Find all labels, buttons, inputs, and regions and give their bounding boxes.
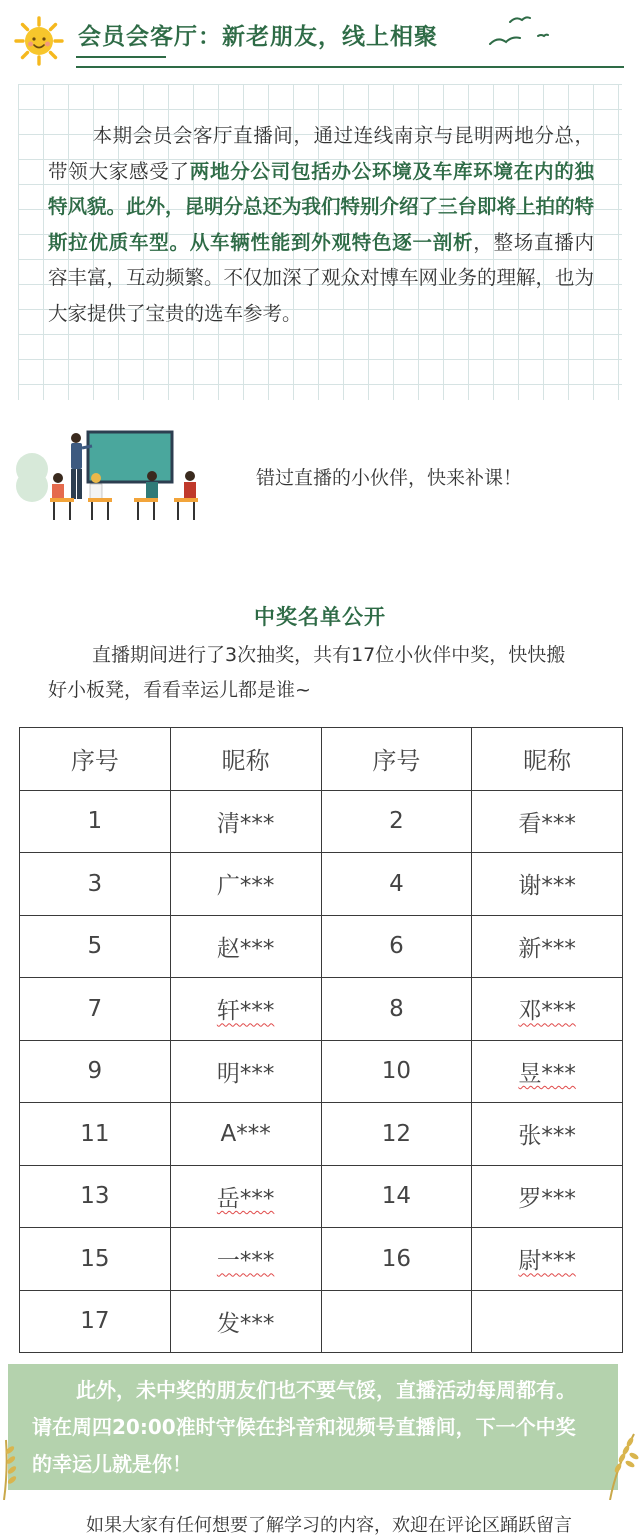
table-cell: 10	[321, 1040, 472, 1103]
nickname-text: 尉***	[518, 1248, 576, 1275]
table-cell: 清***	[170, 790, 321, 853]
table-cell	[472, 978, 623, 1041]
table-cell: 谢***	[472, 853, 623, 916]
note-text: 此外，未中奖的朋友们也不要气馁，直播活动每周都有。请在周四20:00准时守候在抖音和视频号直播间，下一个中奖的幸运儿就是你！	[32, 1378, 576, 1476]
nickname-text: 昱***	[518, 1060, 576, 1087]
table-cell: 张***	[472, 1103, 623, 1166]
table-header-row	[20, 728, 623, 791]
birds-icon	[486, 14, 556, 54]
winners-title: 中奖名单公开	[254, 605, 386, 629]
table-cell: 12	[321, 1103, 472, 1166]
missed-live-text: 错过直播的小伙伴，快来补课！	[256, 467, 523, 489]
winners-table	[19, 727, 623, 1353]
winners-description: 直播期间进行了3次抽奖，共有17位小伙伴中奖，快快搬好小板凳，看看幸运儿都是谁~	[48, 644, 566, 701]
table-cell: 17	[20, 1290, 171, 1353]
table-row	[20, 1228, 623, 1291]
header-cell: 序号	[20, 728, 171, 791]
table-cell: 2	[321, 790, 472, 853]
table-cell: 明***	[170, 1040, 321, 1103]
table-cell: 4	[321, 853, 472, 916]
table-row	[20, 978, 623, 1041]
table-row	[20, 1290, 623, 1353]
nickname-text: 一***	[216, 1248, 275, 1275]
header-divider	[76, 66, 624, 68]
table-cell: A***	[170, 1103, 321, 1166]
table-cell	[321, 1290, 472, 1353]
table-cell	[170, 1228, 321, 1291]
table-cell: 1	[20, 790, 171, 853]
table-cell: 13	[20, 1165, 171, 1228]
intro-highlight: 两地分公司包括办公环境及车库环境在内的独特风貌。此外，昆明分总还为我们特别介绍了三台即将上拍的特斯拉优质车型。从车辆性能到外观特色逐一剖析	[48, 159, 595, 254]
header-cell: 昵称	[472, 728, 623, 791]
table-row	[20, 1103, 623, 1166]
table-cell: 新***	[472, 915, 623, 978]
table-cell	[472, 1228, 623, 1291]
table-row	[20, 853, 623, 916]
nickname-text: 轩***	[216, 998, 275, 1025]
table-cell: 16	[321, 1228, 472, 1291]
table-cell: 11	[20, 1103, 171, 1166]
wheat-icon	[0, 1430, 24, 1500]
table-cell: 发***	[170, 1290, 321, 1353]
table-cell: 9	[20, 1040, 171, 1103]
intro-text-1: 本期会员会客厅直播间，通过连线南京与昆明两地分总，带领大家感受了	[48, 124, 594, 183]
table-cell: 8	[321, 978, 472, 1041]
table-cell: 罗***	[472, 1165, 623, 1228]
table-cell: 看***	[472, 790, 623, 853]
table-cell: 7	[20, 978, 171, 1041]
intro-paragraph	[48, 118, 594, 331]
table-cell	[472, 1290, 623, 1353]
header-cell: 序号	[321, 728, 472, 791]
classroom-illustration	[14, 424, 214, 528]
table-row	[20, 1040, 623, 1103]
table-cell: 3	[20, 853, 171, 916]
intro-text-2: ，整场直播内容丰富，互动频繁。不仅加深了观众对博车网业务的理解，也为大家提供了宝贵的选车参考。	[48, 230, 595, 325]
table-cell: 广***	[170, 853, 321, 916]
table-row	[20, 790, 623, 853]
title-underline	[76, 56, 166, 58]
table-row	[20, 915, 623, 978]
table-row	[20, 1165, 623, 1228]
table-cell	[170, 978, 321, 1041]
header-cell: 昵称	[170, 728, 321, 791]
table-cell: 5	[20, 915, 171, 978]
footer-text: 如果大家有任何想要了解学习的内容，欢迎在评论区踊跃留言	[86, 1515, 572, 1536]
table-cell: 14	[321, 1165, 472, 1228]
table-cell: 赵***	[170, 915, 321, 978]
table-cell: 15	[20, 1228, 171, 1291]
nickname-text: 邓***	[518, 998, 576, 1025]
table-cell: 6	[321, 915, 472, 978]
nickname-text: 岳***	[216, 1185, 275, 1212]
sun-icon	[14, 16, 64, 66]
table-cell	[170, 1165, 321, 1228]
page-title: 会员会客厅：新老朋友，线上相聚	[78, 24, 438, 50]
table-cell	[472, 1040, 623, 1103]
wheat-icon	[604, 1428, 640, 1500]
